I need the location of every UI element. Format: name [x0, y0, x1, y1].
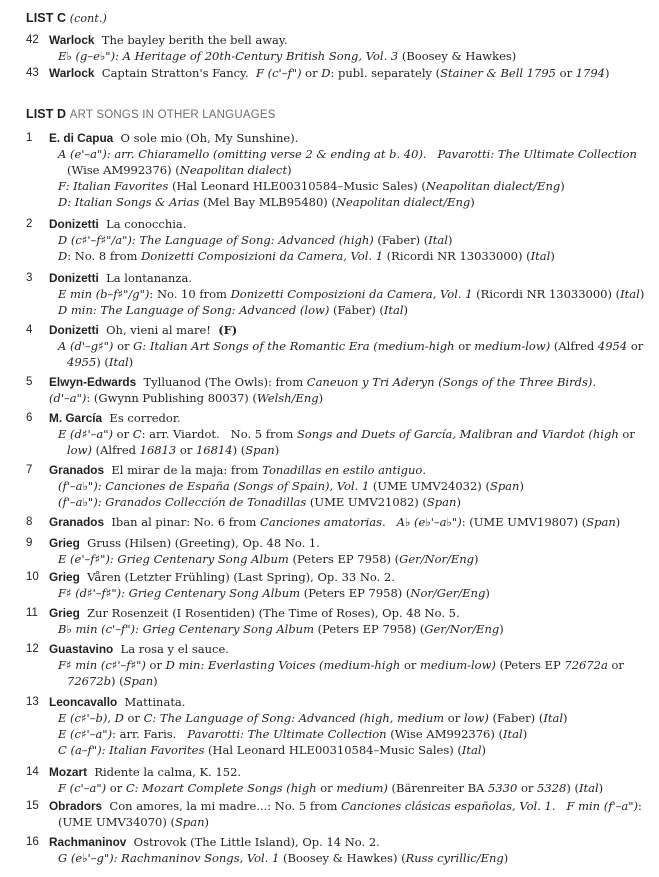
italic-text: Neapolitan dialect/Eng — [425, 179, 561, 193]
entry-number: 42 — [26, 34, 39, 46]
text: ) — [447, 233, 453, 247]
italic-text: G: Italian Art Songs of the Romantic Era (medium-high — [133, 339, 455, 353]
italic-text: Neapolitan dialect/Eng — [335, 195, 471, 209]
italic-text: (d'–a") — [49, 391, 87, 405]
entry-title-line — [0, 514, 659, 530]
text: ) — [519, 479, 524, 493]
entry-edition-line — [0, 194, 659, 210]
text: Våren (Letzter Frühling) (Last Spring), Op. 33 No. 2. — [79, 570, 395, 584]
entry-edition-line — [0, 850, 659, 866]
entry-title-line — [0, 374, 659, 390]
text: or — [113, 427, 133, 441]
italic-text: 4954 — [597, 339, 628, 353]
entry-edition-line — [0, 178, 659, 194]
italic-text: E (e'–f♯"): Grieg Centenary Song Album — [58, 552, 289, 566]
text: Zur Rosenzeit (I Rosentiden) (The Time of Roses), Op. 48 No. 5. — [79, 606, 460, 620]
italic-text: Songs and Duets of García, Malibran and Viardot (high — [296, 427, 619, 441]
italic-text: D — [321, 66, 331, 80]
composer-name: Rachmaninov — [49, 835, 127, 849]
text: or — [618, 427, 635, 441]
italic-text: medium) — [336, 781, 388, 795]
text: O sole mio (Oh, My Sunshine). — [113, 131, 299, 145]
italic-text: Ital — [503, 727, 523, 741]
text: (Ricordi NR 13033000) ( — [383, 249, 531, 263]
text: or — [145, 658, 166, 672]
list-entry — [0, 605, 659, 637]
entry-title-line — [0, 535, 659, 551]
entry-number: 12 — [26, 643, 39, 655]
composer-name: Donizetti — [49, 217, 99, 231]
list-entry — [0, 65, 659, 81]
entry-edition-line — [0, 232, 659, 248]
entry-title-line — [0, 130, 659, 146]
entry-edition-line — [0, 48, 659, 64]
italic-text: 72672a — [564, 658, 608, 672]
list-entry — [0, 216, 659, 264]
text: Con amores, la mi madre...: No. 5 from — [102, 799, 342, 813]
text: (Mel Bay MLB95480) ( — [199, 195, 336, 209]
text: (Boosey & Hawkes) — [398, 49, 517, 63]
text: (Peters EP — [495, 658, 565, 672]
entry-title-line — [0, 322, 659, 338]
text: ) ( — [96, 355, 109, 369]
italic-text: Ital — [383, 303, 404, 317]
italic-text: F♯ (d♯'–f♯"): Grieg Centenary Song Album — [58, 586, 301, 600]
entry-title-line — [0, 462, 659, 478]
text: Es corredor. — [102, 411, 181, 425]
text: : (Gwynn Publishing 80037) ( — [86, 391, 257, 405]
entry-title-line — [0, 32, 659, 48]
text: ) — [287, 163, 292, 177]
text: (Wise AM992376) ( — [67, 163, 180, 177]
italic-text: Caneuon y Tri Aderyn (Songs of the Three Birds) — [306, 375, 593, 389]
list-entry — [0, 514, 659, 530]
italic-text: Ger/Nor/Eng — [424, 622, 500, 636]
italic-text: C: The Language of Song: Advanced (high, medium — [143, 711, 445, 725]
entry-title-line — [0, 641, 659, 657]
text: The bayley berith the bell away. — [94, 33, 288, 47]
italic-text: Span — [175, 815, 205, 829]
italic-text: C: Mozart Complete Songs (high — [125, 781, 317, 795]
text: : publ. separately ( — [330, 66, 441, 80]
composer-name: Warlock — [49, 33, 95, 47]
italic-text: Span — [489, 479, 520, 493]
text: or — [176, 443, 196, 457]
entry-edition-line — [0, 302, 659, 318]
list-entry — [0, 535, 659, 567]
text: ) — [598, 781, 604, 795]
entry-title-line — [0, 834, 659, 850]
italic-text: Stainer & Bell 1795 — [440, 66, 556, 80]
text: . — [422, 463, 426, 477]
text: or — [607, 658, 624, 672]
text: ) ( — [232, 443, 246, 457]
italic-text: Span — [245, 443, 275, 457]
italic-text: 16813 — [139, 443, 177, 457]
italic-text: Donizetti Composizioni da Camera, Vol. 1 — [230, 287, 473, 301]
composer-name: Grieg — [49, 536, 80, 550]
text: (Bärenreiter BA — [387, 781, 489, 795]
composer-name: Mozart — [49, 765, 88, 779]
text: or — [454, 339, 475, 353]
italic-text: F: Italian Favorites — [58, 179, 169, 193]
entry-number: 43 — [26, 67, 39, 79]
italic-text: E♭ (g–e♭"): A Heritage of 20th-Century British Song, Vol. 3 — [58, 49, 399, 63]
text: ) — [403, 303, 409, 317]
text: (Faber) ( — [488, 711, 544, 725]
italic-text: Ital — [578, 781, 599, 795]
italic-text: Canciones clásicas españolas, Vol. 1 — [341, 799, 552, 813]
italic-text: 16814 — [195, 443, 233, 457]
text: or — [555, 66, 576, 80]
entry-edition-line — [0, 248, 659, 264]
italic-text: Pavarotti: The Ultimate Collection — [187, 727, 387, 741]
italic-text: C — [132, 427, 142, 441]
composer-name: Leoncavallo — [49, 695, 118, 709]
list-c-title: LIST C — [26, 11, 67, 25]
text: or — [106, 781, 126, 795]
italic-text: D (c♯'–f♯"/a"): The Language of Song: Advanced (high) — [58, 233, 374, 247]
text: (Peters EP 7958) ( — [314, 622, 425, 636]
text: ) ( — [566, 781, 579, 795]
italic-text: E min (b–f♯"/g") — [58, 287, 150, 301]
entry-edition-line — [0, 338, 659, 354]
text: Oh, vieni al mare! — [98, 323, 219, 337]
entry-edition-line — [0, 780, 659, 796]
text: (Peters EP 7958) ( — [300, 586, 411, 600]
entry-edition-line — [0, 478, 659, 494]
italic-text: D — [58, 249, 68, 263]
text: : (UME UMV19807) ( — [461, 515, 587, 529]
composer-name: Elwyn-Edwards — [49, 375, 137, 389]
italic-text: Nor/Ger/Eng — [410, 586, 486, 600]
italic-text: Ital — [620, 287, 640, 301]
text: or — [400, 658, 421, 672]
italic-text: Span — [586, 515, 616, 529]
text: (Faber) ( — [373, 233, 429, 247]
italic-text: medium-low) — [474, 339, 551, 353]
list-d-heading — [26, 107, 276, 121]
italic-text: E (c♯'–b), D — [58, 711, 124, 725]
italic-text: Span — [426, 495, 457, 509]
entry-edition-line — [0, 390, 659, 406]
composer-name: Guastavino — [49, 642, 114, 656]
italic-text: B♭ min (c'–f"): Grieg Centenary Song Album — [58, 622, 314, 636]
text: or — [301, 66, 322, 80]
entry-edition-line — [0, 585, 659, 601]
italic-text: 5328 — [537, 781, 567, 795]
italic-text: (f'–a♭"): Granados Collección de Tonadillas — [58, 495, 307, 509]
text: : — [638, 799, 642, 813]
italic-text: Span — [123, 674, 154, 688]
text: ) — [639, 287, 645, 301]
entry-edition-line — [0, 442, 659, 458]
entry-title-line — [0, 694, 659, 710]
entry-number: 16 — [26, 836, 39, 848]
text: : No. 8 from — [67, 249, 142, 263]
italic-text: D min: Everlasting Voices (medium-high — [165, 658, 401, 672]
text: . — [551, 799, 567, 813]
text: ) — [615, 515, 621, 529]
text: La lontananza. — [98, 271, 192, 285]
text: ) — [550, 249, 555, 263]
italic-text: 5330 — [488, 781, 518, 795]
entry-title-line — [0, 65, 659, 81]
entry-edition-line — [0, 146, 659, 162]
text: ) — [522, 727, 528, 741]
entry-edition-line — [0, 742, 659, 758]
entry-title-line — [0, 216, 659, 232]
composer-name: Grieg — [49, 606, 80, 620]
text: or — [316, 781, 337, 795]
text: ) — [560, 179, 565, 193]
list-entry — [0, 270, 659, 318]
italic-text: 72672b — [67, 674, 111, 688]
entry-edition-line — [0, 621, 659, 637]
entry-edition-line — [0, 162, 659, 178]
text: : No. 10 from — [149, 287, 231, 301]
italic-text: D min: The Language of Song: Advanced (low) — [58, 303, 330, 317]
entry-edition-line — [0, 426, 659, 442]
text: Tylluanod (The Owls): from — [136, 375, 307, 389]
composer-name: Donizetti — [49, 323, 99, 337]
entry-title-line — [0, 270, 659, 286]
list-c-suffix: (cont.) — [69, 12, 107, 25]
italic-text: F♯ min (c♯'–f♯") — [58, 658, 146, 672]
text: Iban al pinar: No. 6 from — [104, 515, 261, 529]
list-entry — [0, 798, 659, 830]
text: ) — [563, 711, 568, 725]
italic-text: F (c'–f") — [256, 66, 302, 80]
entry-title-line — [0, 764, 659, 780]
text: La rosa y el sauce. — [113, 642, 229, 656]
italic-text: medium-low) — [420, 658, 496, 672]
entry-edition-line — [0, 354, 659, 370]
italic-text: A (e'–a"): arr. Chiaramello (omitting verse 2 & ending at b. 40). Pavarotti: The Ultimate Collection — [58, 147, 637, 161]
italic-text: 1794 — [575, 66, 605, 80]
list-entry — [0, 569, 659, 601]
composer-name: Warlock — [49, 66, 95, 80]
entry-number: 14 — [26, 766, 39, 778]
text: . — [382, 515, 397, 529]
entry-number: 15 — [26, 800, 39, 812]
entry-edition-line — [0, 286, 659, 302]
entry-edition-line — [0, 726, 659, 742]
entry-number: 4 — [26, 324, 33, 336]
text: (Alfred — [550, 339, 598, 353]
italic-text: F min (f'–a") — [566, 799, 639, 813]
text: (UME UMV34070) ( — [58, 815, 175, 829]
text: ) — [481, 743, 487, 757]
entry-number: 11 — [26, 607, 38, 619]
text: La conocchia. — [98, 217, 187, 231]
italic-text: G (e♭'–g"): Rachmaninov Songs, Vol. 1 — [58, 851, 280, 865]
bold-text: (F) — [218, 323, 238, 337]
text: ) — [485, 586, 490, 600]
entry-title-line — [0, 569, 659, 585]
italic-text: Ital — [108, 355, 129, 369]
entry-title-line — [0, 798, 659, 814]
text: ) — [499, 622, 504, 636]
text: ) — [474, 552, 479, 566]
text: (UME UMV21082) ( — [306, 495, 427, 509]
italic-text: E (c♯'–a") — [58, 727, 113, 741]
italic-text: Canciones amatorias — [260, 515, 383, 529]
italic-text: Ital — [428, 233, 448, 247]
list-entry — [0, 641, 659, 689]
italic-text: C (a–f"): Italian Favorites — [58, 743, 205, 757]
text: ) — [605, 66, 610, 80]
text: El mirar de la maja: from — [104, 463, 263, 477]
entry-number: 5 — [26, 376, 33, 388]
text: or — [517, 781, 538, 795]
list-entry — [0, 130, 659, 210]
entry-number: 1 — [26, 132, 33, 144]
composer-name: Granados — [49, 515, 105, 529]
composer-name: Donizetti — [49, 271, 99, 285]
text: (Faber) ( — [329, 303, 384, 317]
text: ) — [456, 495, 461, 509]
entry-edition-line — [0, 551, 659, 567]
list-entry — [0, 32, 659, 64]
italic-text: Tonadillas en estilo antiguo — [262, 463, 423, 477]
list-entry — [0, 374, 659, 406]
entry-edition-line — [0, 710, 659, 726]
entry-number: 2 — [26, 218, 33, 230]
composer-name: M. García — [49, 411, 103, 425]
entry-edition-line — [0, 814, 659, 830]
text: (Ricordi NR 13033000) ( — [472, 287, 621, 301]
italic-text: Donizetti Composizioni da Camera, Vol. 1 — [141, 249, 384, 263]
list-entry — [0, 764, 659, 796]
italic-text: Welsh/Eng — [256, 391, 319, 405]
entry-number: 10 — [26, 571, 39, 583]
list-entry — [0, 694, 659, 758]
italic-text: A (d'–g♯") — [58, 339, 114, 353]
text: (Peters EP 7958) ( — [288, 552, 400, 566]
list-d-subtitle: ART SONGS IN OTHER LANGUAGES — [69, 109, 276, 121]
list-entry — [0, 462, 659, 510]
entry-edition-line — [0, 657, 659, 673]
italic-text: E (d♯'–a") — [58, 427, 114, 441]
italic-text: 4955 — [67, 355, 97, 369]
text: ) — [503, 851, 509, 865]
list-entry — [0, 410, 659, 458]
text: Gruss (Hilsen) (Greeting), Op. 48 No. 1. — [79, 536, 320, 550]
composer-name: E. di Capua — [49, 131, 114, 145]
text: Ridente la calma, K. 152. — [87, 765, 242, 779]
composer-name: Obradors — [49, 799, 103, 813]
italic-text: Ital — [530, 249, 551, 263]
entry-number: 8 — [26, 516, 33, 528]
list-d-title: LIST D — [26, 107, 67, 121]
text: (UME UMV24032) ( — [369, 479, 490, 493]
entry-number: 9 — [26, 537, 33, 549]
italic-text: Ital — [461, 743, 482, 757]
text: ) ( — [110, 674, 124, 688]
italic-text: low) — [463, 711, 489, 725]
text: (Hal Leonard HLE00310584–Music Sales) ( — [204, 743, 462, 757]
text: ) — [128, 355, 134, 369]
text: Captain Stratton's Fancy. — [94, 66, 256, 80]
entry-number: 3 — [26, 272, 33, 284]
text: ) — [204, 815, 210, 829]
text: ) — [153, 674, 158, 688]
italic-text: Russ cyrillic/Eng — [405, 851, 504, 865]
text: or — [444, 711, 464, 725]
composer-name: Granados — [49, 463, 105, 477]
text: : arr. Viardot. No. 5 from — [141, 427, 297, 441]
composer-name: Grieg — [49, 570, 80, 584]
text: or — [113, 339, 134, 353]
italic-text: low) — [67, 443, 92, 457]
italic-text: (f'–a♭"): Canciones de España (Songs of Spain), Vol. 1 — [58, 479, 370, 493]
entry-title-line — [0, 605, 659, 621]
list-entry — [0, 322, 659, 370]
text: : arr. Faris. — [112, 727, 188, 741]
italic-text: Ger/Nor/Eng — [399, 552, 475, 566]
text: or — [123, 711, 144, 725]
italic-text: Neapolitan dialect — [179, 163, 288, 177]
text: (Alfred — [91, 443, 140, 457]
text: . — [592, 375, 597, 389]
list-c-heading — [26, 11, 107, 25]
italic-text: A♭ (e♭'–a♭") — [396, 515, 462, 529]
text: ) — [318, 391, 324, 405]
entry-number: 6 — [26, 412, 33, 424]
entry-edition-line — [0, 494, 659, 510]
text: ) — [274, 443, 280, 457]
text: (Wise AM992376) ( — [386, 727, 504, 741]
entry-title-line — [0, 410, 659, 426]
text: ) — [470, 195, 475, 209]
entry-number: 13 — [26, 696, 39, 708]
text: Ostrovok (The Little Island), Op. 14 No. 2. — [126, 835, 380, 849]
text: or — [627, 339, 644, 353]
text: (Boosey & Hawkes) ( — [279, 851, 406, 865]
text: Mattinata. — [117, 695, 186, 709]
italic-text: F (c'–a") — [58, 781, 107, 795]
list-entry — [0, 834, 659, 866]
italic-text: Ital — [543, 711, 564, 725]
entry-edition-line — [0, 673, 659, 689]
entry-number: 7 — [26, 464, 33, 476]
italic-text: D: Italian Songs & Arias — [58, 195, 200, 209]
text: (Hal Leonard HLE00310584–Music Sales) ( — [168, 179, 426, 193]
